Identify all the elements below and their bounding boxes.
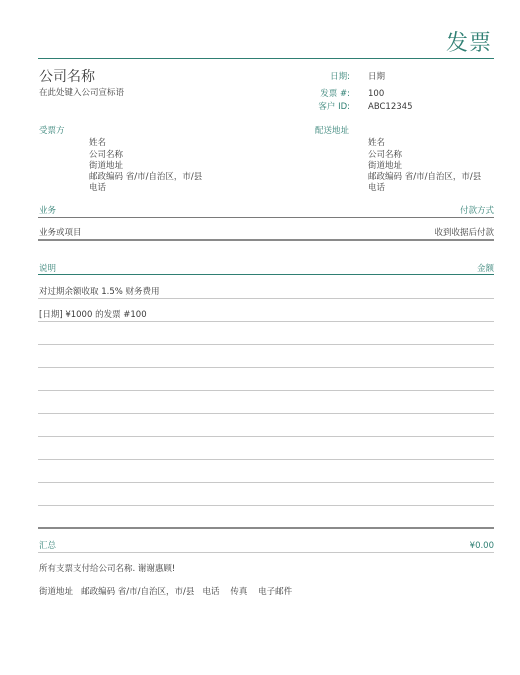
job-value: 业务或项目 (39, 228, 82, 238)
item-row-rule (38, 505, 494, 506)
date-label: 日期: (330, 72, 350, 82)
job-header-rule (38, 217, 494, 218)
items-header-rule (38, 274, 494, 275)
ship-to-line: 公司名称 (368, 150, 403, 160)
company-slogan: 在此处键入公司宣标语 (39, 88, 125, 98)
item-description: [日期] ¥1000 的发票 #100 (39, 310, 147, 320)
bill-to-line: 邮政编码 省/市/自治区，市/县 (89, 172, 203, 182)
item-row-rule (38, 436, 494, 437)
amount-header: 金额 (476, 264, 494, 274)
customer-id-value: ABC12345 (368, 102, 413, 112)
total-value: ¥0.00 (469, 541, 494, 551)
invoice-number-label: 发票 #: (320, 89, 350, 99)
invoice-title: 发票 (445, 31, 492, 56)
total-rule (38, 552, 494, 553)
title-rule (38, 58, 494, 59)
description-header: 说明 (39, 264, 57, 274)
item-description: 对过期余额收取 1.5% 财务费用 (39, 287, 160, 297)
date-value: 日期 (368, 72, 386, 82)
ship-to-line: 邮政编码 省/市/自治区，市/县 (368, 172, 482, 182)
payment-terms-value: 收到收据后付款 (434, 228, 494, 238)
bill-to-line: 电话 (89, 183, 107, 193)
total-label: 汇总 (39, 541, 57, 551)
job-header: 业务 (39, 206, 57, 216)
item-row-rule (38, 344, 494, 345)
bill-to-line: 街道地址 (89, 161, 124, 171)
item-row-rule (38, 367, 494, 368)
job-bottom-rule (38, 239, 494, 241)
item-row-rule (38, 482, 494, 483)
ship-to-line: 电话 (368, 183, 386, 193)
payable-note: 所有支票支付给公司名称. 谢谢惠顾! (39, 564, 176, 574)
contact-line: 街道地址 邮政编码 省/市/自治区，市/县 电话 传真 电子邮件 (39, 587, 293, 597)
item-row-rule (38, 298, 494, 299)
item-row-rule (38, 390, 494, 391)
customer-id-label: 客户 ID: (318, 102, 350, 112)
item-row-rule (38, 459, 494, 460)
bill-to-line: 公司名称 (89, 150, 124, 160)
ship-to-heading: 配送地址 (315, 126, 350, 136)
company-name: 公司名称 (39, 69, 95, 85)
items-bottom-rule (38, 527, 494, 529)
payment-terms-header: 付款方式 (459, 206, 494, 216)
ship-to-line: 姓名 (368, 138, 386, 148)
item-row-rule (38, 413, 494, 414)
bill-to-line: 姓名 (89, 138, 107, 148)
bill-to-heading: 受票方 (39, 126, 65, 136)
ship-to-line: 街道地址 (368, 161, 403, 171)
item-row-rule (38, 321, 494, 322)
invoice-number-value: 100 (368, 89, 385, 99)
